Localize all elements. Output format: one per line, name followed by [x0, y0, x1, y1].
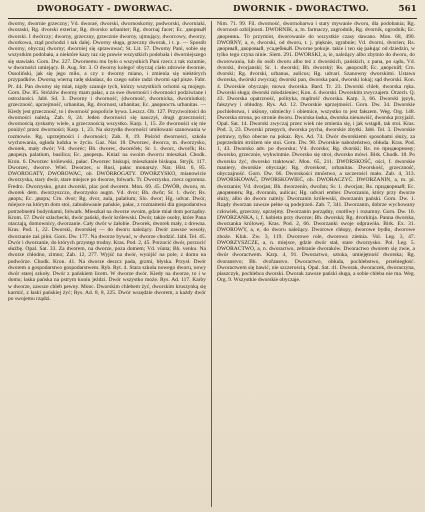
- page-header: [8, 4, 417, 18]
- right-column-text: Nim. 71. 99. Fil. dworność, dwornobarwa i stary mywanie dworu, dla podobania; Rg. dvornosti ozbiljnosti. DWORNIK, a, m. farmaczy, zagrodnik, Rg. dvornik, ogrodnik; Ec. дворникъ. To przymiot, dworowanie do wszystkie czasy dawano. Mon. 68, 490. DWORNY, a, e, dworski, od dworu, t. j. pięknie, zgrabnie; Vd. dvorni, dvorien; Rs. дворный, дворовый, усадебный. Dworne pokoje. takie i ten się pałując od dziedzin, w tylko tego czyna ninie. Siem. 291. DWORSKI, a, ie, należący albo zbytnio do dworu, do dworowania, lub do osób dworu albo też z dworskich, pańskich, z pana, po sądu, Vd. dvorski, dvorjanski; Sr. 1. dworski; Bh. dworský; Rs. дворскій; Ec. дворскій; Crn. dvorski; Rg. dvorski, urbanus, aulicus; Hg. udvari. Szanowny dworskimi. Ustawa dworska, dwórski zwyczaj; dworski pan, dworska pani, dworski lokaj; sąd dworski. Kon. 4. Dworskie obyczaje, mowa dworska. Bard. Tr. 23. Dworski chleb, dworska ręka. Dworski sługa; dworski młodzieniec; Kon. 4. dworski. Dworskim zwyczajem. Orzech. Q. 43. Dworska opatrzność, polityka, mądrość dworska. Karp. 3, 66. Dworski język, fałszywy i obłudny. Rys. Ad. 12. Dworskie uprzejmości. Gorn. Dw. 34. Dworskie pochlebstwa, i ukłony, uśmiechy i obietnice, wszystko to jest fałszem. Weg. Org. 148. Dworska strona, po stronie dworu. Dworska łaska, dworska nienawiść, dworska przyjaźń. Opal. Sat. 14. Dworski zwyczaj przez wiek nie zmienia się, i jak wstąpił, tak stoi. Kras. Pod. 3, 23. Dworski przepych, dworska pycha, dworskie zbytki. Jabł. Tel. 3. Dworskie potrawy, tylko obecne na pokaz. Rys. Ad. 74. Dwór dworskiemi sposobami służy, za poprzednim stróżem nie stoi. Gorn. Dw. 98. Dworskie nabożeństwo, obłuda. Kras. Pod. 1, 43. Dworsko adv. po dworsku; Vd. dvorsko; Rg. dvorski; Rs. по придворному; dworsko, grzecznie, wykwintnie. Dworsko się stroi, dworsko mówi. Birk. Chodk. 18. Po dworsku żyć, dworsko traktować. Mon. 65, 211. DWORSKOŚĆ, ości, f. dworskie maniery, dworskie obyczaje; Rg. dvorskost, urbanitas. Dworskość, grzeczność, obyczajność. Gorn. Dw. 66. Dworskości mnóstwo, a szczerości mało. Zab. 4, 313. DWORSKOWAĆ, DWORSKOWIEĆ, ob. DWORACZYĆ. DWORZANIN, a, m. pl. dworzanie; Vd. dvorjan; Bh. dworzenín, dwořan; Sr. 1. dworjan; Rs. придворный; Ec. дворянинъ; Rg. dvoranin, aulicus; Hg. udvari ember. Dworzanin, który przy dworze służy, albo do dworu należy. Dworzanin królewski, dworzanin pański. Gorn. Dw. 1. Rządy dworzan zawsze pełne są podejrzeń. Zab. 7, 341. Dworzanin, dobrze wychowany człowiek, grzeczny, uprzejmy. Dworzanin porządny, cnotliwy i rozumny. Gorn. Dw. 16. DWORZANKA, i, f. kobieta przy dworze; Bh. dworská; Rg. dvorkinja. Panna dworska, dworzanka królowej. Kras. Pod. 2, 66. Dworzanki swoje odprawiła. Birk. Ex. 31. DWOROWY, a, e, do dworu należący. Dworowe chłopy, dworowe bydło, dworowe zboże. Kluk. Zw. 3, 119. Dworowe role, dworowa ziemia. Vol. Leg. 3, 47. DWORZYSZCZE, a, n. miejsce, gdzie dwór stał, stare dworzysko. Pol. Leg. 5. DWORACTWO, a, n. dworactwo, zebranie dworaków. Dworactwo dworem się zwie, a dwór dworactwem. Karp. 4, 91. Dworactwo, sztuka, umiejętność dworska; Rg. dvoranstvo; Bh. dvořanstvo. Dworactwo, obłuda, pochlebstwo, przebiegłość. Dworactwem się bawić, nie szczerością. Opal. Sat. 41. Dworak, dworaczek, dworaczyna, płaszczyk, pochlebca dworski. Dworak zawsze pański sługa, a sobie chleba nie ma. Weg. Org. 9. Wszystkie dworskie obyczaje.: [217, 21, 415, 284]
- header-rule: [8, 18, 417, 19]
- column-divider: [211, 21, 212, 507]
- right-running-head: DWORNIK - DWORACTWO.: [233, 4, 369, 14]
- left-column: [8, 21, 206, 507]
- left-column-text: dworny, dwornie grzeczny; Vd. dworaé, dworski, dwornoskorny, podworski, dworniaki, dworaski, Rg. dvorski exteriar, Rg. dvorsko urbaniter; Rg. dvornaj facer; Ec. двориый dworski. I dwórczy; dworny, grzeczny, grzecznie dworny, ujmujący, dworcowy, dworzy, dworkowa, ztąd pochodzi i tak dalej. Dworny sługa, grzeczny dworak, i t. p. — Sposób dworny, obyczaj dworny; dworniej się sprawować; St. Lit. 57. Dworny Pani, sobie się wszystkim podobała, a niektóre kazy raz się prawie wszystkich podobała i dworniejszego się stawiało. Gorn. Dw. 227. Dwornemu mu było o wszystkich Pani rzecz z tak rozumie, w dworności umiejący. B. Aug. Str. 3. O dworny kolego! obyczaj ciało zdrowie dwornie, Ossoliński, jak się jego miło, a czy z dworny miano, i zmienia się niektórych przypadków. Dworną wierną radę składasz, do czego sobie radzi dworni sąd pisze. Fabr. Pr. 44. Pan dworny się miał, nigdy szanuje tych, którzy wszystkich ochotni są mojego. Gorn. Dw. 85. Stróżów dworny mam pałac, a za swe dworności i dworności podziwiane i ostrożności. Jabł. Sd. 3. Dworny i dworność, (dworność, dwornicka, dworniutko); grzeczność, uprzejmość, urbanitas, Rg. dvornost, urbanitas; Ec. двориость urbanitas. — Kiedy jest grzeczność, to i dworność pospolicie bywa. Leszcz. Ob. 127. Przyzwoitości do dworności należą. Zab. 8, 24. Jeden dworności się nauczył, drugi grzeczności; dwornością zyskamy wiele, a grzecznością wszystko. Karp. 1, 15. Ze dworności się nie poniżyć przez dworności; Karp. 1, 23. Na skrzydła dworności umiłowani szanowania w rozmowie. Rg. uprzejmości i dworności; Zab. 8, 19. Pośród dworności, szkoła wychowania, ogłada ludzka w życiu. Gaz. Nar. 18. Dworzec, dworca, m. dworzysko, dworek, mały dwór; Vd. dworéc; Bh. dworec, dworeček; Sr. 1. dworc, dworčk; Rs. дворецъ palatium, basilica; Ec. дворецъ. Kniaź na swoim dworcu mieszkał. Chodk. Kron. 6. Dworzec królewski, pałac. Dworzec biskupi, mieszkanie biskupa. Stryjk. 117. Dworzec, dworce. Wiel. Dworzec, u Rusi, pałac monarszy. Nar. Hist. 6, 85. DWOROGATY, DWOROWAC, ob. DWÓRROGATY. DWORZYSKO, mianowicie dworzyska, stary dwór, stare miejsce po dworze, folwark. Tr. Dworzysko, rzecz ogromna. Fredro. Dworzysko, grunt dworski, plac pod dworem. Mon. 69. 45. DWÓR, dworu, m. dworek dem. dworzyszczo, dworzysko augm. Vd. dvor; Bh. dwůr; Sr. 1. dwór; Rs. дворъ; Ec. дворъ; Crn. dvor; Rg. dvor, aula, palatium; Slo. dwor; Hg. udvar. Dwór, miejsce na którym dom stoi, zabudowanie pańskie, pałac, z rozmaitemi dla gospodarstwa potrzebnemi budynkami, folwark. Mieszkał na dworze swoim, gdzie miał dom porządny. Krom. 57. Dwór szlachecki, dwór pański, dwór królewski. Dwór, także osoby, które Pana otaczają, domownicy, dworzanie. Cały dwór w żałobie. Dworek, dworek mały, z drewna. Kras. Pod. 1, 22. Dworski, dworskiej — do dworu należący. Dwór zawsze wesoły, dworzanie zaś pilni. Gorn. Dw. 177. Na dworze bywać, w dworze chodzić. Jabł. Tel. 45. Dwór i dworzanie, do których przystęp trudny. Kras. Pod. 2, 45. Porzucić dwór, porzucić służbę. Opal. Sat. 33. Za dworem, na dworze, poza domem; Vd. vünta; Bh. venku. Na dworze chłodno, zimno; Zab. 12, 277. Wyjść na dwór, wynijść na pole, z domu na podwórze. Chodk. Kron. 41. Na dworze deszcz pada, grzmi, błyska. Przysł. Dwór dworem a gospodarstwo gospodarstwem. Ryb. Ryt. 4. Stara szkoła nowego dworu, nowy dwór starej szkoły. Dwór z pańskiem licem. W dworze dwór. Kiedy na dworze, to i w domu; łaska pańska na pstrym koniu jeździ. Dwór wszystko może. Rys. Ad. 117. Karby w dworze, zawsze chleb pewny. Monc. Dworskim chlebem żyć, dworskim kruszynką się karmić, z łaski pańskiej żyć; Rys. Ad. 8, 8, 225. Dwór wszędzie dworem, a każdy dwór po swojemu rządzi.: [8, 21, 206, 302]
- text-columns: [8, 21, 417, 507]
- left-running-head: DWOROGATY - DWORWAC.: [36, 4, 173, 14]
- page-number: 561: [398, 4, 417, 14]
- right-column: [217, 21, 415, 507]
